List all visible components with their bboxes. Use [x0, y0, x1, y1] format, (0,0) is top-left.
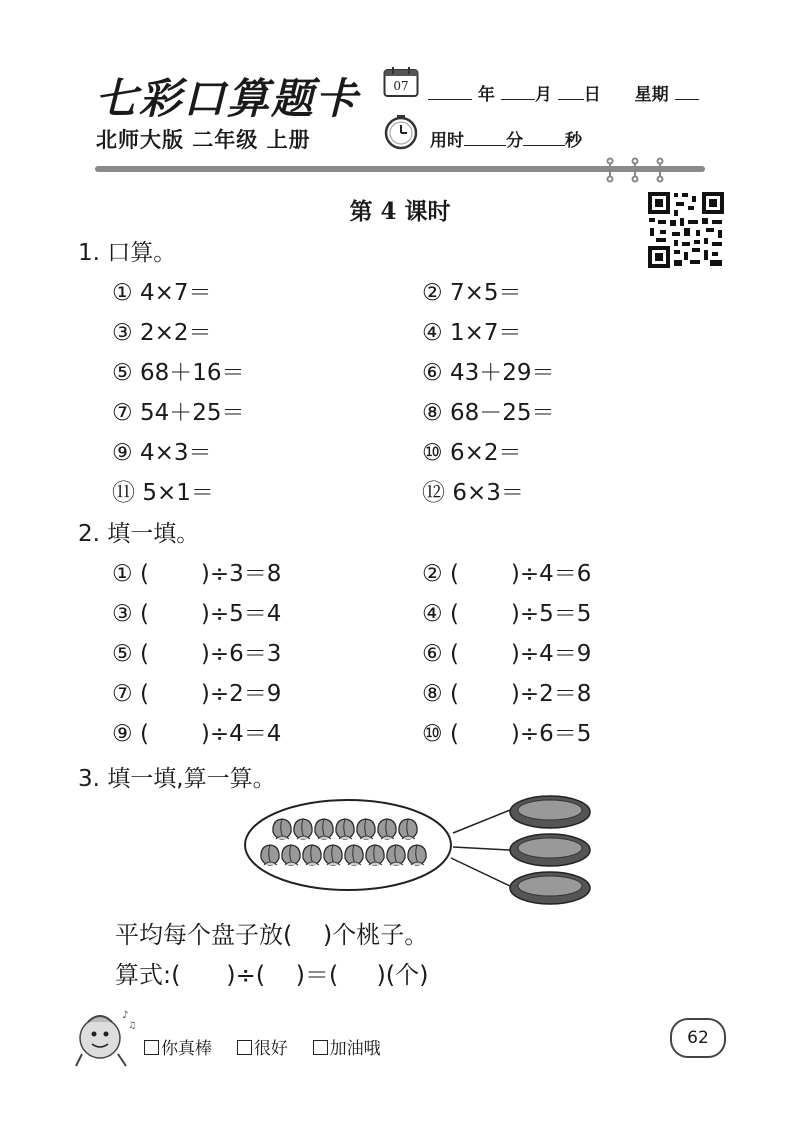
close-paren: ) — [510, 681, 520, 707]
checkbox-icon — [144, 1040, 159, 1055]
s1-item-4 — [422, 314, 521, 347]
date-line — [428, 80, 699, 105]
item-expression: 5×1＝ — [142, 480, 214, 506]
connector-line — [453, 847, 510, 850]
book-title: 七彩口算题卡 — [95, 74, 360, 123]
s1-item-6 — [422, 354, 554, 387]
s1-item-11 — [112, 474, 214, 507]
item-number: ⑩ — [422, 721, 443, 747]
peach-icon — [315, 819, 333, 839]
close-paren: ) — [200, 561, 210, 587]
lesson-title: 第 4 课时 — [349, 198, 451, 225]
close-paren: ) — [510, 601, 520, 627]
peach-icon — [273, 819, 291, 839]
rating-option-great[interactable]: 你真棒 — [144, 1039, 212, 1059]
s2-item-5 — [112, 635, 281, 668]
item-expression: 4×7＝ — [139, 280, 212, 306]
peach-icon — [303, 845, 321, 865]
qr-code-icon[interactable] — [646, 190, 726, 270]
item-expression: ÷2＝9 — [209, 681, 282, 707]
s1-item-3 — [112, 314, 211, 347]
s1-item-12 — [422, 474, 524, 507]
plate-icon — [510, 834, 590, 866]
item-number: ⑧ — [422, 681, 443, 707]
item-expression: ÷5＝5 — [519, 601, 592, 627]
rating-options — [144, 1034, 381, 1059]
s1-item-10 — [422, 434, 521, 467]
plate-icon — [510, 796, 590, 828]
item-expression: 7×5＝ — [449, 280, 522, 306]
open-paren: ( — [449, 721, 459, 747]
close-paren: ) — [510, 561, 520, 587]
item-expression: ÷6＝5 — [519, 721, 592, 747]
peach-icon — [336, 819, 354, 839]
item-number: ④ — [422, 601, 443, 627]
close-paren: ) — [200, 681, 210, 707]
year-label: 年 — [477, 85, 495, 105]
item-number: ② — [422, 280, 443, 306]
s2-item-7 — [112, 675, 281, 708]
item-number: ⑦ — [112, 400, 133, 426]
year-blank[interactable] — [428, 98, 472, 100]
s2-item-10 — [422, 715, 591, 748]
section1-title: 1. 口算。 — [78, 240, 177, 266]
s1-item-2 — [422, 274, 521, 307]
s2-item-1 — [112, 555, 281, 588]
s2-item-4 — [422, 595, 591, 628]
close-paren: ) — [510, 721, 520, 747]
weekday-label: 星期 — [634, 85, 669, 105]
peach-icon — [399, 819, 417, 839]
plate-icon — [510, 872, 590, 904]
item-expression: 1×7＝ — [449, 320, 522, 346]
s2-item-3 — [112, 595, 281, 628]
open-paren: ( — [139, 561, 149, 587]
rating-option-keep-going[interactable]: 加油哦 — [313, 1039, 381, 1059]
item-number: ① — [112, 561, 133, 587]
item-number: ⑫ — [422, 480, 445, 506]
open-paren: ( — [139, 601, 149, 627]
s2-item-2 — [422, 555, 591, 588]
open-paren: ( — [139, 641, 149, 667]
item-number: ⑥ — [422, 360, 443, 386]
item-expression: ÷6＝3 — [209, 641, 282, 667]
open-paren: ( — [139, 721, 149, 747]
item-number: ③ — [112, 320, 133, 346]
item-expression: 2×2＝ — [139, 320, 212, 346]
day-label: 日 — [583, 85, 601, 105]
item-expression: 6×3＝ — [452, 480, 524, 506]
calendar-icon — [383, 66, 419, 98]
s1-item-8 — [422, 394, 554, 427]
item-number: ⑦ — [112, 681, 133, 707]
item-number: ⑤ — [112, 641, 133, 667]
section3-title: 3. 填一填,算一算。 — [78, 766, 276, 792]
rule-pins-icon — [600, 156, 670, 184]
time-prefix: 用时 — [430, 131, 464, 151]
s1-item-7 — [112, 394, 244, 427]
item-number: ⑩ — [422, 440, 443, 466]
minute-blank[interactable] — [464, 144, 506, 146]
peach-icon — [366, 845, 384, 865]
peach-icon — [408, 845, 426, 865]
page-number: 62 — [670, 1018, 726, 1058]
item-number: ⑤ — [112, 360, 133, 386]
division-formula[interactable]: 算式:( )÷( )＝( )(个) — [115, 961, 429, 989]
peach-icon — [282, 845, 300, 865]
item-expression: 43＋29＝ — [449, 360, 555, 386]
second-label: 秒 — [565, 131, 582, 151]
item-expression: 68－25＝ — [449, 400, 555, 426]
item-expression: ÷4＝6 — [519, 561, 592, 587]
second-blank[interactable] — [523, 144, 565, 146]
close-paren: ) — [200, 641, 210, 667]
calendar-day: 07 — [393, 79, 409, 93]
item-number: ② — [422, 561, 443, 587]
item-expression: ÷4＝4 — [209, 721, 282, 747]
s1-item-1 — [112, 274, 211, 307]
svg-text:♪: ♪ — [122, 1010, 129, 1021]
item-number: ④ — [422, 320, 443, 346]
month-label: 月 — [534, 85, 552, 105]
mascot-icon — [70, 1004, 140, 1072]
close-paren: ) — [510, 641, 520, 667]
open-paren: ( — [449, 681, 459, 707]
item-expression: ÷5＝4 — [209, 601, 282, 627]
minute-label: 分 — [506, 131, 523, 151]
s1-item-5 — [112, 354, 244, 387]
clock-icon — [383, 114, 419, 150]
item-expression: 68＋16＝ — [139, 360, 245, 386]
connector-line — [451, 858, 510, 886]
time-line — [430, 126, 582, 151]
s1-item-9 — [112, 434, 211, 467]
peaches-per-plate-sentence[interactable]: 平均每个盘子放( )个桃子。 — [115, 921, 429, 949]
item-number: ⑨ — [112, 721, 133, 747]
peach-icon — [387, 845, 405, 865]
item-expression: 54＋25＝ — [139, 400, 245, 426]
peach-icon — [294, 819, 312, 839]
section2-title: 2. 填一填。 — [78, 521, 200, 547]
svg-text:♫: ♫ — [128, 1021, 137, 1031]
connector-line — [453, 810, 510, 833]
open-paren: ( — [139, 681, 149, 707]
peaches-and-plates-illustration — [240, 790, 600, 910]
item-number: ③ — [112, 601, 133, 627]
rating-option-good[interactable]: 很好 — [237, 1039, 288, 1059]
item-number: ⑧ — [422, 400, 443, 426]
peach-icon — [378, 819, 396, 839]
item-expression: ÷4＝9 — [519, 641, 592, 667]
item-number: ⑥ — [422, 641, 443, 667]
checkbox-icon — [313, 1040, 328, 1055]
open-paren: ( — [449, 641, 459, 667]
item-number: ⑪ — [112, 480, 135, 506]
checkbox-icon — [237, 1040, 252, 1055]
s2-item-8 — [422, 675, 591, 708]
peach-group-ellipse — [245, 800, 451, 890]
item-number: ⑨ — [112, 440, 133, 466]
peach-icon — [261, 845, 279, 865]
peach-icon — [324, 845, 342, 865]
item-expression: ÷3＝8 — [209, 561, 282, 587]
book-subtitle: 北师大版 二年级 上册 — [96, 128, 311, 152]
close-paren: ) — [200, 601, 210, 627]
weekday-blank[interactable] — [675, 98, 699, 100]
open-paren: ( — [449, 601, 459, 627]
peach-icon — [345, 845, 363, 865]
open-paren: ( — [449, 561, 459, 587]
s2-item-6 — [422, 635, 591, 668]
close-paren: ) — [200, 721, 210, 747]
day-blank[interactable] — [558, 98, 584, 100]
s2-item-9 — [112, 715, 281, 748]
item-number: ① — [112, 280, 133, 306]
item-expression: ÷2＝8 — [519, 681, 592, 707]
peach-icon — [357, 819, 375, 839]
item-expression: 6×2＝ — [449, 440, 522, 466]
month-blank[interactable] — [501, 98, 535, 100]
item-expression: 4×3＝ — [139, 440, 212, 466]
